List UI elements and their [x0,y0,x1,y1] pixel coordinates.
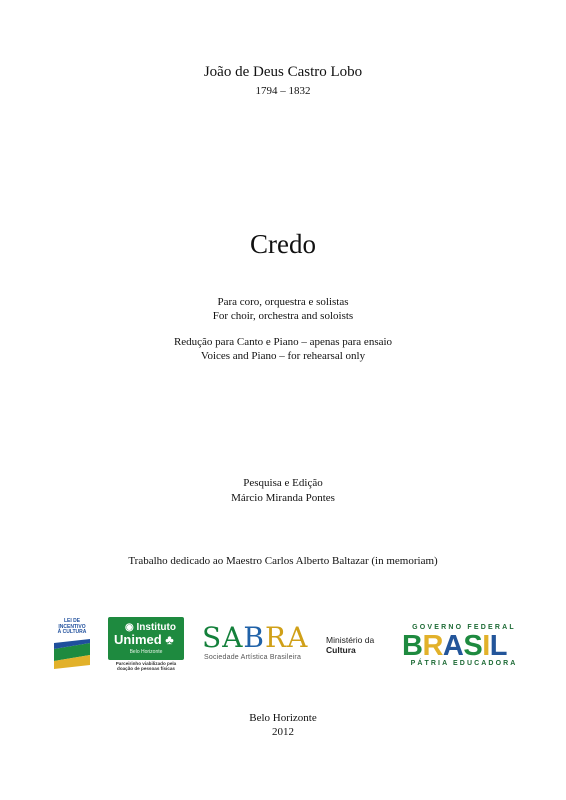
unimed-caption: Parceirinho viabilizado pela doação de pessoas físicas [115,661,177,672]
unimed-emblem-icon: ◉ [125,622,134,633]
lei-incentivo-logo [50,619,94,669]
dedication: Trabalho dedicado ao Maestro Carlos Alberto Baltazar (in memoriam) [128,555,438,567]
instituto-unimed-logo [108,617,184,671]
lei-logo-text: LEI DE INCENTIVO À CULTURA [57,618,87,635]
sabra-wordmark: SABRA [202,621,309,654]
unimed-badge [108,617,184,660]
unimed-tree-icon: ♣ [165,632,174,647]
subtitle-en: For choir, orchestra and soloists [212,309,354,322]
governo-federal-brasil-logo [401,624,527,670]
reduction-block [0,336,566,363]
composer-dates: 1794 – 1832 [255,85,311,97]
governo-federal-label: GOVERNO FEDERAL [412,624,516,631]
lei-flag-icon [52,639,92,669]
unimed-city: Belo Horizonte [129,649,163,655]
brasil-wordmark: BRASIL [402,630,507,662]
work-title: Credo [250,229,316,259]
ministerio-cultura-logo: Ministério da Cultura [326,635,375,655]
subtitle-pt: Para coro, orquestra e solistas [217,296,349,308]
edition-block [0,476,566,506]
publication-info [0,711,566,739]
editor-name: Márcio Miranda Pontes [231,492,335,504]
edition-label: Pesquisa e Edição [243,477,323,489]
publication-year: 2012 [272,726,294,738]
reduction-en: Voices and Piano – for rehearsal only [200,349,366,362]
unimed-wordmark: Unimed ♣ [114,632,174,647]
patria-educadora-label: PÁTRIA EDUCADORA [410,660,518,667]
unimed-instituto-label: ◉ Instituto [125,622,176,633]
reduction-pt: Redução para Canto e Piano – apenas para ensaio [173,336,393,348]
composer-name: João de Deus Castro Lobo [203,64,363,80]
sabra-subtitle: Sociedade Artística Brasileira [204,654,302,661]
sabra-logo [200,621,316,665]
publication-place: Belo Horizonte [249,712,317,724]
scoring-block [0,296,566,323]
